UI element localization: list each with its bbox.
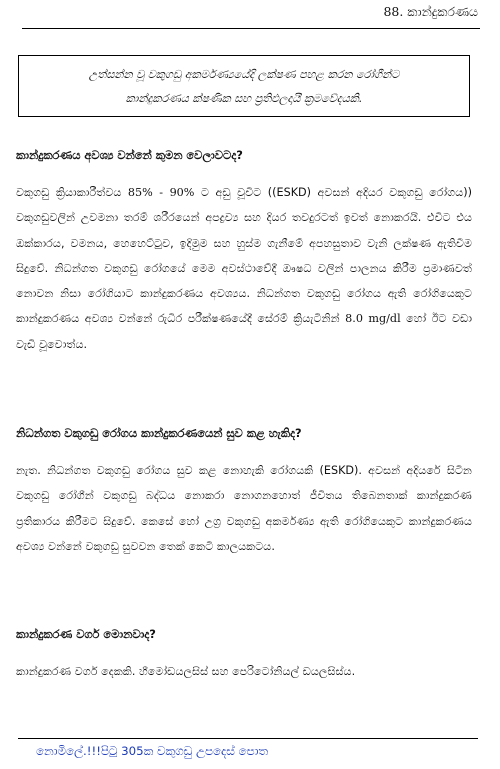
footer-divider	[18, 738, 478, 739]
summary-box	[18, 55, 470, 117]
section-heading: කාන්දුකරණ වර්ග මොනවාද?	[16, 627, 156, 641]
paragraph-text: ට අඩු වූවිට ((ESKD) අවසන් අදියර වකුගඩු රෝගය)) වකුගඩුවලින් උවමනා තරම් ශරීරයෙන් අපද්‍රව්‍ය සහ දියර තවදුරටත් ඉවත් නොකරයි. එවිට එය ඔක්කාරය, වමනය, හෙහෙට්ටුව, ඉදිමුම සහ හුස්ම ගැනීමේ අපහසුතාව වැනි ලක්ෂණ ඇතිවීම සිදුවේ. නිධන්ගත වකුගඩු රෝගයේ මෙම අවස්ථාවේදී ඖෂධ වලින් පාලනය කිරීම ප්‍රමාණවත් නොවන නිසා රෝගියාට කාන්දුකරණය අවශ්‍යය. නිධන්ගත වකුගඩු රෝගය ඇති රෝගියෙකුට කාන්දුකරණය අවශ්‍ය වන්නේ රුධිර පරීක්ෂණයේදී සේරම් ක්‍රියැටිනින්	[16, 186, 472, 326]
header-divider	[22, 28, 480, 29]
summary-line-1: උත්සන්න වූ වකුගඩු අකර්මණ්‍යයේදි ලක්ෂණ පහළ කරන රෝගීන්ට	[88, 68, 400, 81]
summary-line-2: කාන්දුකරණය ක්ෂණික සහ ප්‍රතිඵලදායී ක්‍රමවේදයකි.	[125, 92, 363, 105]
paragraph-text: හෝ ඊට වඩා වැඩි වූවොත්ය.	[16, 312, 472, 351]
section-heading-when	[16, 146, 472, 164]
section-heading-types	[16, 625, 472, 643]
paragraph: නැත. නිධන්ගත වකුගඩු රෝගය සුව කළ නොහැකි රෝගයකි (ESKD). අවසන් අදියරේ සිටින වකුගඩු රෝගීන් වකුගඩු බද්ධය නොකරා නොගනහොත් ජීවිතය තිබෙනතාක් කාන්දුකරණ ප්‍රතිකාරය කිරීමට සිදුවේ. කෙසේ හෝ උග්‍ර වකුගඩු අකර්මණ්‍ය ඇති රෝගියෙකුට කාන්දුකරණය අවශ්‍ය වන්නේ වකුගඩු සුවවන තෙක් කෙටි කාලයකටය.	[16, 464, 472, 553]
section-heading: කාන්දුකරණය අවශ්‍ය වන්නේ කුමන වෙලාවටද?	[16, 148, 243, 162]
page-title: 88. කාන්දුකරණය	[383, 4, 478, 19]
percentage-range: 85% - 90%	[127, 186, 195, 199]
paragraph-text: වකුගඩු ක්‍රියාකාරීත්වය	[16, 186, 128, 199]
section-body-when	[16, 180, 472, 357]
creatinine-value: 8.0 mg/dl	[345, 312, 401, 326]
paragraph: කාන්දුකරණ වර්ග දෙකකි. හීමෝඩයලසිස් සහ පෙරිටෝනියල් ඩයලසිස්ය.	[16, 665, 356, 678]
paragraph	[16, 180, 472, 357]
section-heading: නිධන්ගත වකුගඩු රෝගය කාන්දුකරණයෙන් සුව කළ හැකිද?	[16, 426, 302, 440]
section-body-types	[16, 659, 472, 684]
footer-promo-text: නොමිලේ.!!!පිටු 305ක වකුගඩු උපදෙස් පොත	[36, 744, 268, 758]
page-header	[0, 0, 500, 34]
section-heading-cure	[16, 424, 472, 442]
section-body-cure	[16, 458, 472, 559]
page-footer	[0, 738, 500, 769]
